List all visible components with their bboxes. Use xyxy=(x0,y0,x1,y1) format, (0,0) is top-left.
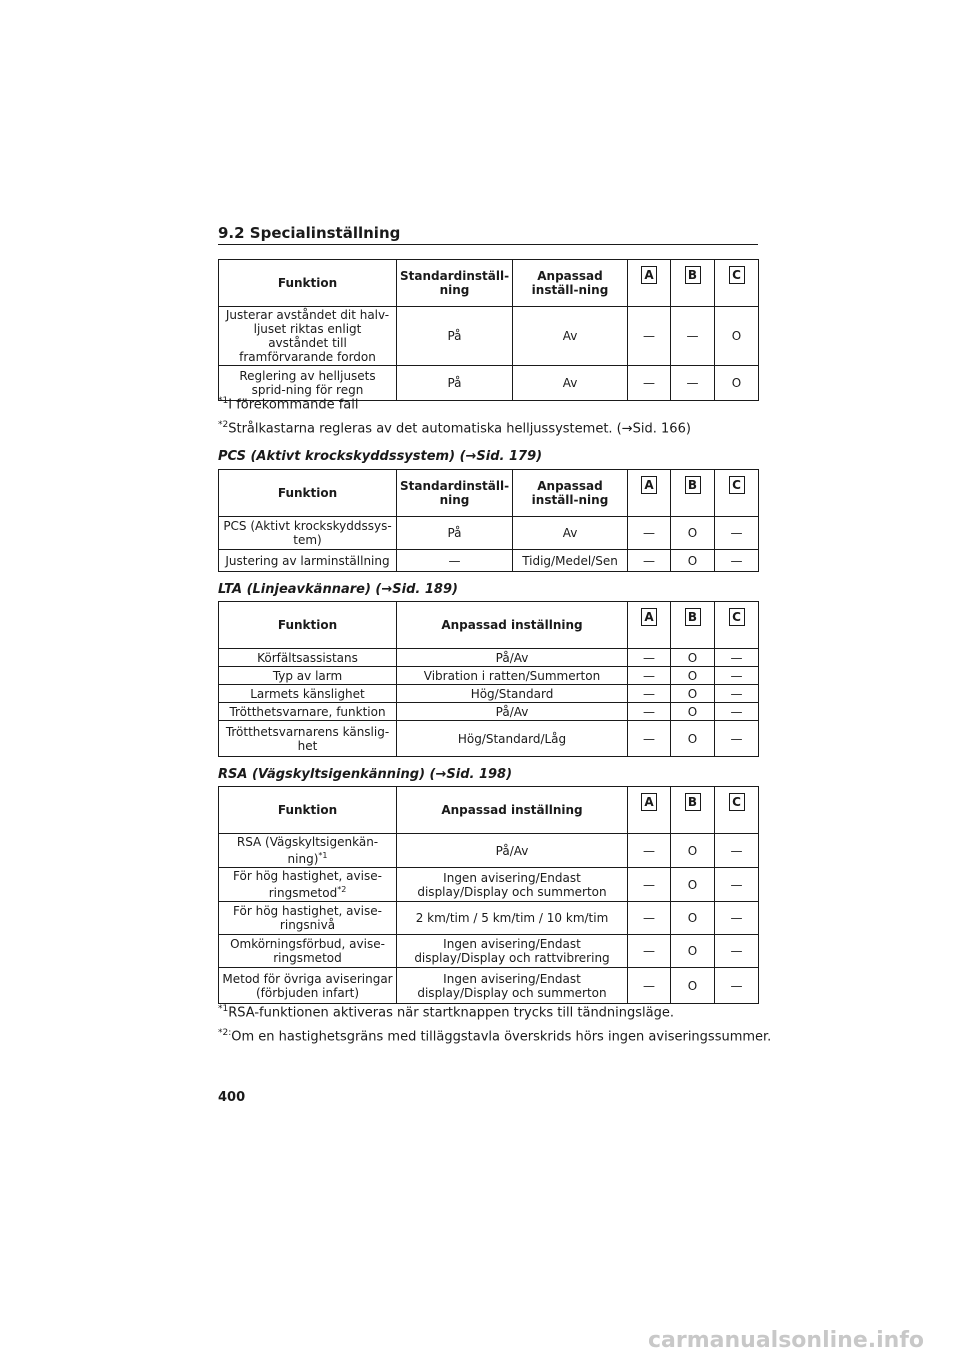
a-box-icon: A xyxy=(641,476,657,494)
cell-default: På xyxy=(397,366,513,401)
table-row xyxy=(219,307,759,366)
cell-a: — xyxy=(628,649,671,667)
cell-c: — xyxy=(715,935,759,968)
headlight-settings-table xyxy=(218,259,759,401)
cell-a: — xyxy=(628,868,671,902)
col-header-c xyxy=(715,602,759,649)
footnote-text: I förekommande fall xyxy=(228,397,359,413)
a-box-icon: A xyxy=(641,793,657,811)
col-header-b xyxy=(671,470,715,517)
cell-function: Justerar avståndet dit halv-ljuset riktas enligt avståndet till framförvarande fordon xyxy=(219,307,397,366)
cell-a: — xyxy=(628,307,671,366)
col-header-c xyxy=(715,787,759,834)
cell-a: — xyxy=(628,703,671,721)
cell-a: — xyxy=(628,721,671,757)
cell-b: O xyxy=(671,550,715,572)
rsa-heading: RSA (Vägskyltsigenkänning) (→Sid. 198) xyxy=(218,767,513,782)
cell-custom: Tidig/Medel/Sen xyxy=(513,550,628,572)
cell-function: Metod för övriga aviseringar (förbjuden infart) xyxy=(219,968,397,1004)
cell-a: — xyxy=(628,685,671,703)
cell-b: O xyxy=(671,703,715,721)
col-header-custom: Anpassad inställning xyxy=(397,787,628,834)
cell-c: — xyxy=(715,868,759,902)
footnote-text: Om en hastighetsgräns med tilläggstavla överskrids hörs ingen aviseringssummer. xyxy=(231,1029,772,1045)
footnote-1 xyxy=(218,396,359,412)
cell-a: — xyxy=(628,968,671,1004)
col-header-c xyxy=(715,470,759,517)
cell-c: — xyxy=(715,703,759,721)
rsa-settings-table xyxy=(218,786,759,1004)
col-header-function: Funktion xyxy=(219,787,397,834)
table-row xyxy=(219,721,759,757)
cell-c: — xyxy=(715,685,759,703)
cell-function: Omkörningsförbud, avise-ringsmetod xyxy=(219,935,397,968)
table-header-row xyxy=(219,787,759,834)
section-divider xyxy=(218,244,758,245)
cell-b: O xyxy=(671,935,715,968)
col-header-a xyxy=(628,787,671,834)
b-box-icon: B xyxy=(685,608,701,626)
col-header-a xyxy=(628,470,671,517)
col-header-function: Funktion xyxy=(219,260,397,307)
cell-function: Typ av larm xyxy=(219,667,397,685)
footnote-text: Strålkastarna regleras av det automatiska helljussystemet. (→Sid. 166) xyxy=(228,421,691,437)
footnote-1 xyxy=(218,1004,674,1020)
c-box-icon: C xyxy=(729,266,745,284)
b-box-icon: B xyxy=(685,266,701,284)
col-header-function: Funktion xyxy=(219,470,397,517)
c-box-icon: C xyxy=(729,476,745,494)
cell-a: — xyxy=(628,366,671,401)
footnote-mark: *1 xyxy=(218,1004,229,1014)
a-box-icon: A xyxy=(641,608,657,626)
site-watermark: carmanualsonline.info xyxy=(648,1328,924,1353)
c-box-icon: C xyxy=(729,793,745,811)
cell-c: O xyxy=(715,307,759,366)
cell-custom: Hög/Standard xyxy=(397,685,628,703)
lta-settings-table xyxy=(218,601,759,757)
cell-c: — xyxy=(715,517,759,550)
footnote-2 xyxy=(218,420,691,436)
cell-b: O xyxy=(671,968,715,1004)
cell-custom: 2 km/tim / 5 km/tim / 10 km/tim xyxy=(397,902,628,935)
cell-c: — xyxy=(715,550,759,572)
cell-function: Körfältsassistans xyxy=(219,649,397,667)
cell-c: — xyxy=(715,667,759,685)
cell-c: — xyxy=(715,721,759,757)
cell-b: O xyxy=(671,517,715,550)
cell-c: O xyxy=(715,366,759,401)
table-row xyxy=(219,550,759,572)
col-header-custom: Anpassad inställning xyxy=(397,602,628,649)
col-header-function: Funktion xyxy=(219,602,397,649)
cell-c: — xyxy=(715,834,759,868)
cell-function xyxy=(219,834,397,868)
cell-custom: Vibration i ratten/Summerton xyxy=(397,667,628,685)
cell-function xyxy=(219,868,397,902)
cell-custom: Ingen avisering/Endast display/Display och summerton xyxy=(397,968,628,1004)
cell-custom: Ingen avisering/Endast display/Display och rattvibrering xyxy=(397,935,628,968)
cell-custom: Hög/Standard/Låg xyxy=(397,721,628,757)
cell-a: — xyxy=(628,667,671,685)
b-box-icon: B xyxy=(685,476,701,494)
cell-function: Justering av larminställning xyxy=(219,550,397,572)
footnote-ref: *1 xyxy=(318,851,328,860)
table-row xyxy=(219,834,759,868)
cell-function: Larmets känslighet xyxy=(219,685,397,703)
cell-custom: På/Av xyxy=(397,834,628,868)
cell-b: O xyxy=(671,834,715,868)
col-header-a xyxy=(628,602,671,649)
cell-custom: På/Av xyxy=(397,649,628,667)
col-header-b xyxy=(671,602,715,649)
lta-heading: LTA (Linjeavkännare) (→Sid. 189) xyxy=(218,582,458,597)
cell-a: — xyxy=(628,550,671,572)
cell-function: För hög hastighet, avise-ringsnivå xyxy=(219,902,397,935)
col-header-custom: Anpassad inställ-ning xyxy=(513,260,628,307)
cell-function: Trötthetsvarnare, funktion xyxy=(219,703,397,721)
col-header-b xyxy=(671,260,715,307)
col-header-default: Standardinställ-ning xyxy=(397,470,513,517)
footnote-mark: *2 xyxy=(218,420,229,430)
table-row xyxy=(219,935,759,968)
cell-custom: På/Av xyxy=(397,703,628,721)
cell-b: O xyxy=(671,667,715,685)
table-header-row xyxy=(219,260,759,307)
cell-a: — xyxy=(628,902,671,935)
table-row xyxy=(219,517,759,550)
col-header-c xyxy=(715,260,759,307)
cell-c: — xyxy=(715,902,759,935)
cell-default: — xyxy=(397,550,513,572)
cell-b: O xyxy=(671,649,715,667)
footnote-2 xyxy=(218,1028,771,1044)
table-header-row xyxy=(219,470,759,517)
b-box-icon: B xyxy=(685,793,701,811)
footnote-text: RSA-funktionen aktiveras när startknappen trycks till tändningsläge. xyxy=(228,1005,675,1021)
col-header-a xyxy=(628,260,671,307)
cell-a: — xyxy=(628,517,671,550)
cell-default: På xyxy=(397,307,513,366)
c-box-icon: C xyxy=(729,608,745,626)
cell-a: — xyxy=(628,834,671,868)
cell-a: — xyxy=(628,935,671,968)
cell-custom: Av xyxy=(513,307,628,366)
cell-c: — xyxy=(715,968,759,1004)
cell-b: O xyxy=(671,685,715,703)
function-text: För hög hastighet, avise-ringsmetod xyxy=(233,869,382,900)
col-header-default: Standardinställ-ning xyxy=(397,260,513,307)
cell-function: PCS (Aktivt krockskyddssys-tem) xyxy=(219,517,397,550)
pcs-heading: PCS (Aktivt krockskyddssystem) (→Sid. 179) xyxy=(218,449,543,464)
table-row xyxy=(219,667,759,685)
function-text: RSA (Vägskyltsigenkän-ning) xyxy=(236,835,379,866)
cell-custom: Ingen avisering/Endast display/Display och summerton xyxy=(397,868,628,902)
footnote-ref: *2 xyxy=(337,885,347,894)
cell-custom: Av xyxy=(513,517,628,550)
table-row xyxy=(219,685,759,703)
table-row xyxy=(219,649,759,667)
table-row xyxy=(219,902,759,935)
cell-custom: Av xyxy=(513,366,628,401)
table-row xyxy=(219,868,759,902)
section-title: 9.2 Specialinställning xyxy=(218,224,401,242)
footnote-mark: *1 xyxy=(218,396,229,406)
pcs-settings-table xyxy=(218,469,759,572)
col-header-b xyxy=(671,787,715,834)
cell-b: O xyxy=(671,902,715,935)
page-number: 400 xyxy=(218,1090,246,1105)
cell-function: Trötthetsvarnarens känslig-het xyxy=(219,721,397,757)
cell-default: På xyxy=(397,517,513,550)
table-header-row xyxy=(219,602,759,649)
cell-b: — xyxy=(671,307,715,366)
cell-b: O xyxy=(671,721,715,757)
table-row xyxy=(219,968,759,1004)
table-row xyxy=(219,703,759,721)
col-header-custom: Anpassad inställ-ning xyxy=(513,470,628,517)
a-box-icon: A xyxy=(641,266,657,284)
cell-b: — xyxy=(671,366,715,401)
cell-c: — xyxy=(715,649,759,667)
cell-b: O xyxy=(671,868,715,902)
cell-function: Reglering av helljusets sprid-ning för regn xyxy=(219,366,397,401)
footnote-mark: *2: xyxy=(218,1028,232,1038)
